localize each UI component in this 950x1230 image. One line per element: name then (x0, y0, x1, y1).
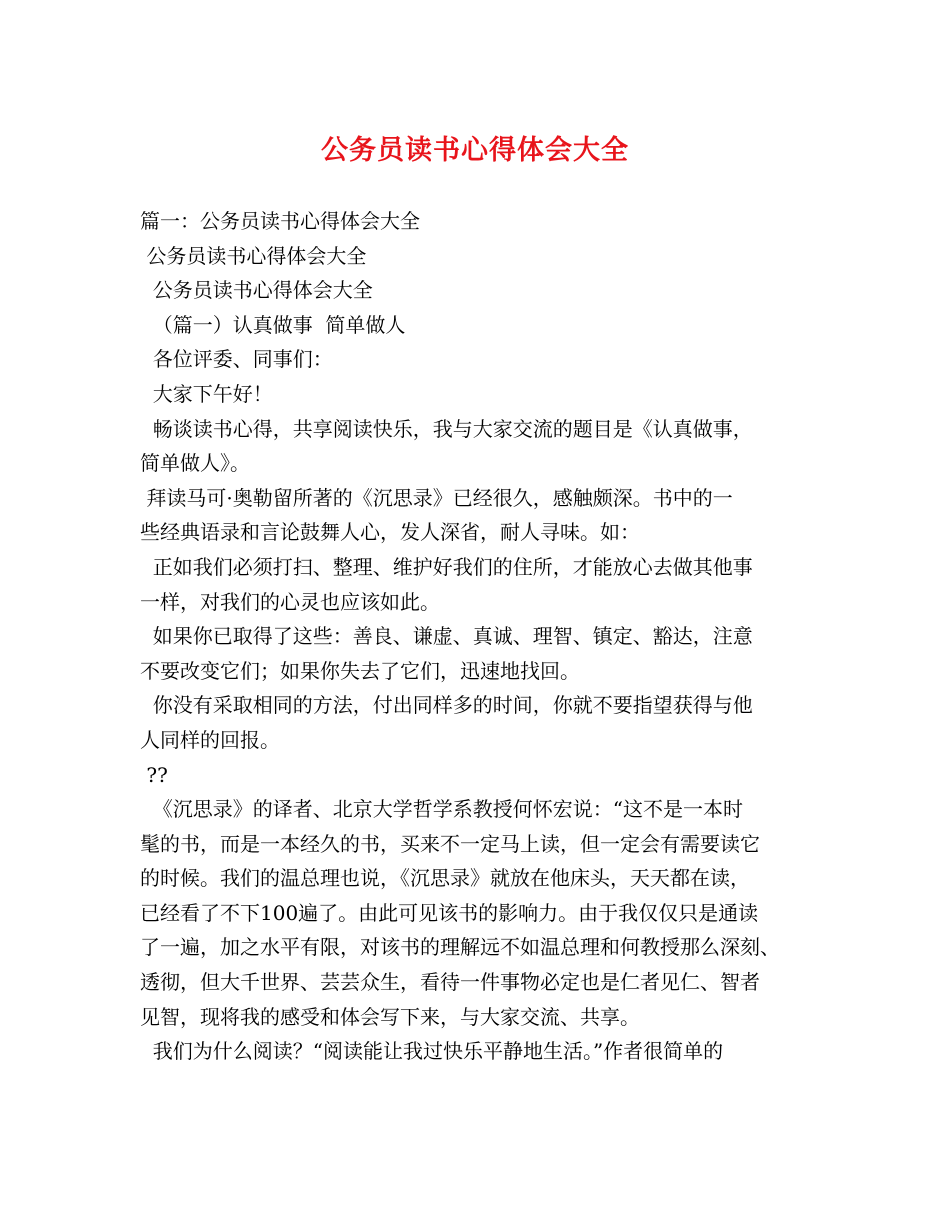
text-line: 拜读马可·奥勒留所著的《沉思录》已经很久，感触颇深。书中的一 (140, 485, 733, 510)
text-line: 我们为什么阅读？“阅读能让我过快乐平静地生活。”作者很简单的 (140, 1039, 724, 1064)
text-line: 人同样的回报。 (140, 727, 280, 752)
text-line: 公务员读书心得体会大全 (140, 278, 373, 303)
document-title: 公务员读书心得体会大全 (321, 135, 629, 166)
text-line: 大家下午好！ (140, 381, 273, 406)
text-line: 畅谈读书心得，共享阅读快乐，我与大家交流的题目是《认真做事， (140, 416, 753, 441)
text-line: 已经看了不下100遍了。由此可见该书的影响力。由于我仅仅只是通读 (140, 900, 759, 925)
text-line: 正如我们必须打扫、整理、维护好我们的住所，才能放心去做其他事 (140, 554, 753, 579)
text-line: 如果你已取得了这些：善良、谦虚、真诚、理智、镇定、豁达，注意 (140, 624, 753, 649)
document-body (140, 204, 830, 1069)
text-line: 《沉思录》的译者、北京大学哲学系教授何怀宏说：“这不是一本时 (140, 797, 743, 822)
text-line: 你没有采取相同的方法，付出同样多的时间，你就不要指望获得与他 (140, 693, 753, 718)
text-line: 了一遍，加之水平有限，对该书的理解远不如温总理和何教授那么深刻、 (140, 935, 780, 960)
text-line: 简单做人》。 (140, 451, 250, 476)
text-line: 见智，现将我的感受和体会写下来，与大家交流、共享。 (140, 1004, 640, 1029)
text-line: 的时候。我们的温总理也说，《沉思录》就放在他床头，天天都在读， (140, 866, 750, 891)
text-line: 不要改变它们；如果你失去了它们，迅速地找回。 (140, 658, 580, 683)
text-line: ?? (140, 762, 168, 787)
text-line: （篇一）认真做事 简单做人 (140, 312, 406, 337)
text-line: 各位评委、同事们： (140, 347, 333, 372)
text-line: 篇一：公务员读书心得体会大全 (140, 209, 420, 233)
text-line: 髦的书，而是一本经久的书，买来不一定马上读，但一定会有需要读它 (140, 831, 760, 856)
text-line: 一样，对我们的心灵也应该如此。 (140, 589, 440, 614)
text-line: 透彻，但大千世界、芸芸众生，看待一件事物必定也是仁者见仁、智者 (140, 970, 760, 995)
text-line: 些经典语录和言论鼓舞人心，发人深省，耐人寻味。如： (140, 520, 640, 545)
text-line: 公务员读书心得体会大全 (140, 243, 367, 268)
